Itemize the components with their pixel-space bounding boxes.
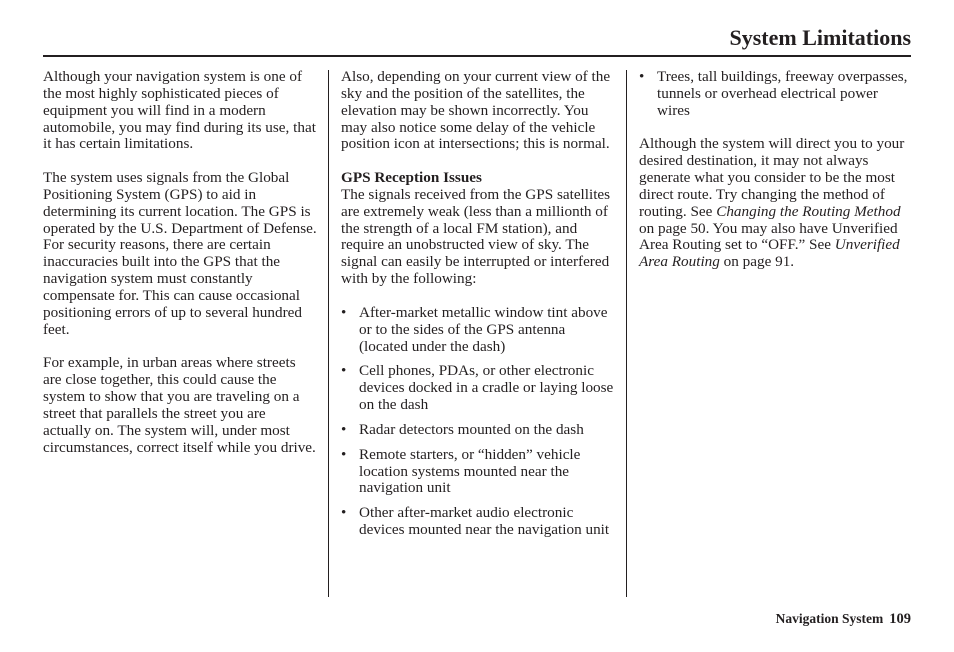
list-item-text: After-market metallic window tint above or to the sides of the GPS antenna (located under the dash) — [359, 303, 608, 355]
section-heading: GPS Reception Issues — [341, 169, 482, 187]
page-title: System Limitations — [729, 25, 911, 50]
list-item — [341, 505, 616, 539]
paragraph: For example, in urban areas where streets are close together, this could cause the system to show that you are traveling on a street that parallels the street you are actually on. The system will, under most circumstances, correct itself while you drive. — [43, 354, 316, 456]
column-2 — [341, 69, 616, 547]
list-item-text: Remote starters, or “hidden” vehicle location systems mounted near the navigation unit — [359, 445, 581, 497]
cross-reference: Changing the Routing Method — [716, 202, 901, 220]
cross-reference: Unverified Area Routing — [639, 236, 900, 271]
paragraph: Although your navigation system is one of the most highly sophisticated pieces of equipment you will find in a modern automobile, you may find during its use, that it has certain limitations. — [43, 68, 316, 153]
list-item — [639, 69, 914, 120]
paragraph-text: Although the system will direct you to your desired destination, it may not always generate what you consider to be the most direct route. Try changing the method of routing. See — [639, 135, 905, 220]
footer-section-label: Navigation System — [775, 611, 884, 626]
column-divider-1 — [328, 70, 329, 597]
page-number: 109 — [889, 611, 911, 627]
bullet-icon: • — [341, 303, 347, 321]
paragraph: The signals received from the GPS satellites are extremely weak (less than a millionth of the strength of a local FM station), and require an unobstructed view of sky. The signal can easily be interrupted or interfered with by the following: — [341, 185, 611, 288]
list-item — [341, 363, 616, 414]
paragraph-text: on page 50. You may also have Unverified Area Routing set to “OFF.” See — [639, 219, 898, 254]
page-footer — [776, 610, 911, 628]
list-item — [341, 447, 616, 498]
paragraph: The system uses signals from the Global Positioning System (GPS) to aid in determining its current location. The GPS is operated by the U.S. Department of Defense. For security reasons, there are certain inaccuracies built into the GPS that the navigation system must constantly compensate for. This can cause occasional positioning errors of up to several hundred feet. — [43, 169, 317, 338]
title-rule — [43, 55, 911, 57]
paragraph-text: on page 91. — [719, 253, 795, 271]
bullet-list — [341, 305, 616, 539]
paragraph: Also, depending on your current view of the sky and the position of the satellites, the elevation may be shown incorrectly. You may also notice some delay of the vehicle position icon at intersections; this is normal. — [341, 68, 611, 153]
column-divider-2 — [626, 70, 627, 597]
list-item — [341, 305, 616, 356]
list-item — [341, 422, 616, 439]
list-item-text: Other after-market audio electronic devices mounted near the navigation unit — [359, 504, 610, 539]
column-3 — [639, 69, 914, 288]
list-item-text: Trees, tall buildings, freeway overpasses, tunnels or overhead electrical power wires — [657, 68, 908, 119]
paragraph — [639, 136, 914, 271]
bullet-icon: • — [341, 420, 347, 438]
list-item-text: Radar detectors mounted on the dash — [359, 420, 584, 438]
bullet-list — [639, 69, 914, 120]
bullet-icon: • — [341, 445, 347, 463]
column-1 — [43, 69, 317, 473]
bullet-icon: • — [639, 68, 645, 85]
bullet-icon: • — [341, 504, 347, 522]
bullet-icon: • — [341, 362, 347, 380]
list-item-text: Cell phones, PDAs, or other electronic devices docked in a cradle or laying loose on the dash — [359, 362, 614, 414]
